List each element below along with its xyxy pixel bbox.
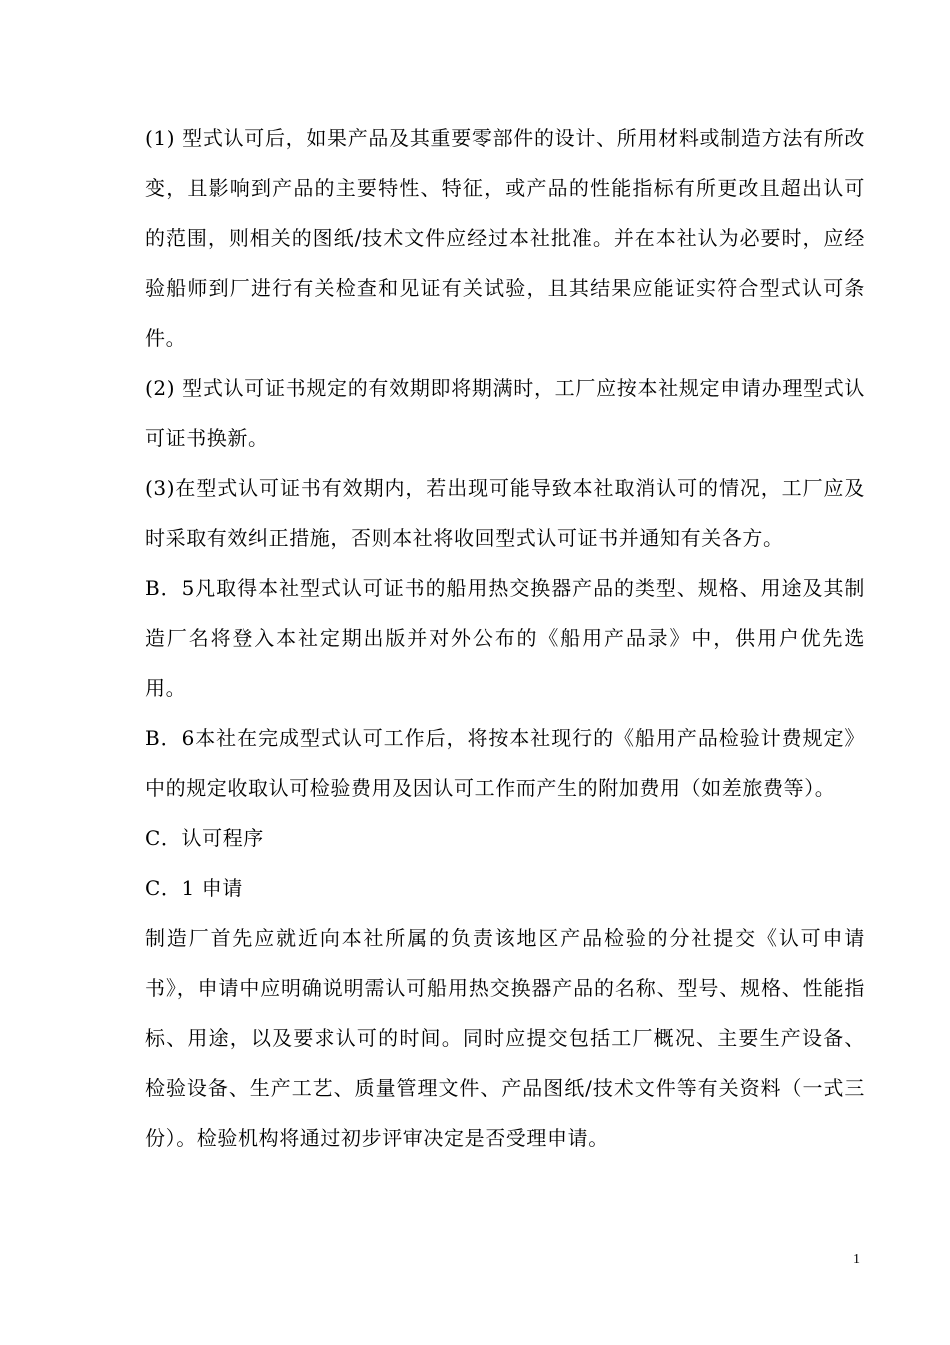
paragraph-application: 制造厂首先应就近向本社所属的负责该地区产品检验的分社提交《认可申请书》，申请中应明确说明需认可船用热交换器产品的名称、型号、规格、性能指标、用途，以及要求认可的时间。同时应提交包括工厂概况、主要生产设备、检验设备、生产工艺、质量管理文件、产品图纸/技术文件等有关资料（一式三份）。检验机构将通过初步评审决定是否受理申请。 xyxy=(145,926,865,1150)
paragraph-item-3-revocation: (3)在型式认可证书有效期内，若出现可能导致本社取消认可的情况，工厂应及时采取有效纠正措施，否则本社将收回型式认可证书并通知有关各方。 xyxy=(145,476,865,550)
subsection-heading-c1: C．1 申请 xyxy=(145,876,243,900)
page-number: 1 xyxy=(853,1252,860,1267)
section-heading-c: C．认可程序 xyxy=(145,826,264,850)
document-body xyxy=(145,113,865,1163)
paragraph-item-1-modification: (1) 型式认可后，如果产品及其重要零部件的设计、所用材料或制造方法有所改变，且影响到产品的主要特性、特征，或产品的性能指标有所更改且超出认可的范围，则相关的图纸/技术文件应经过本社批准。并在本社认为必要时，应经验船师到厂进行有关检查和见证有关试验，且其结果应能证实符合型式认可条件。 xyxy=(145,126,865,350)
paragraph-b6: B．6本社在完成型式认可工作后，将按本社现行的《船用产品检验计费规定》中的规定收取认可检验费用及因认可工作而产生的附加费用（如差旅费等）。 xyxy=(145,726,865,800)
paragraph-item-2-renewal: (2) 型式认可证书规定的有效期即将期满时，工厂应按本社规定申请办理型式认可证书换新。 xyxy=(145,376,865,450)
paragraph-b5: B．5凡取得本社型式认可证书的船用热交换器产品的类型、规格、用途及其制造厂名将登入本社定期出版并对外公布的《船用产品录》中，供用户优先选用。 xyxy=(145,576,865,700)
